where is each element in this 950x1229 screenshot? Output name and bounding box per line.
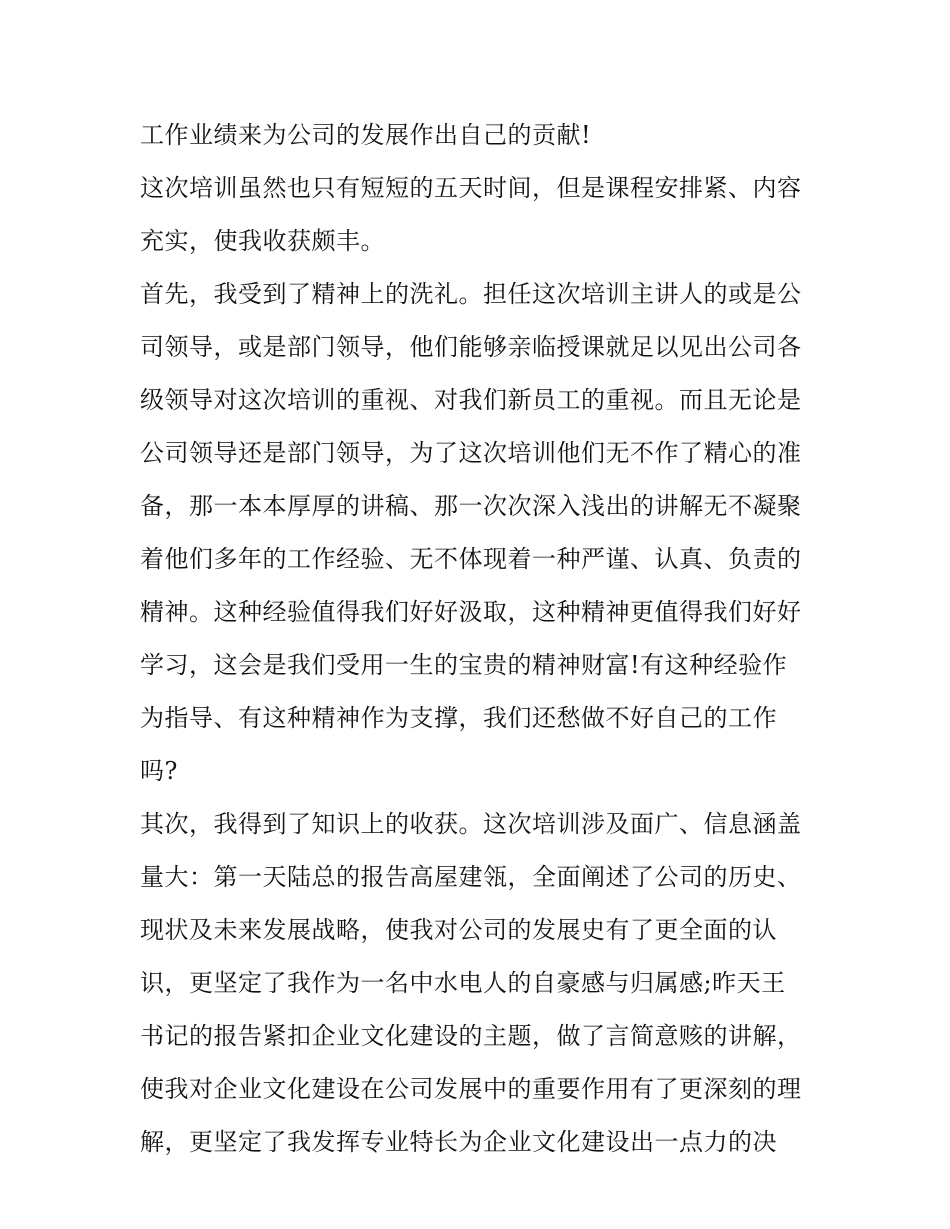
text-line: 备，那一本本厚厚的讲稿、那一次次深入浅出的讲解无不凝聚 bbox=[140, 492, 802, 520]
text-line: 书记的报告紧扣企业文化建设的主题，做了言简意赅的讲解， bbox=[140, 1022, 802, 1050]
text-line: 其次，我得到了知识上的收获。这次培训涉及面广、信息涵盖 bbox=[140, 810, 802, 838]
text-line: 使我对企业文化建设在公司发展中的重要作用有了更深刻的理 bbox=[140, 1075, 802, 1103]
text-line: 现状及未来发展战略，使我对公司的发展史有了更全面的认 bbox=[140, 916, 777, 944]
text-line: 解，更坚定了我发挥专业特长为企业文化建设出一点力的决 bbox=[140, 1128, 777, 1156]
text-line: 精神。这种经验值得我们好好汲取，这种精神更值得我们好好 bbox=[140, 598, 802, 626]
text-line: 工作业绩来为公司的发展作出自己的贡献! bbox=[140, 121, 592, 149]
text-line: 这次培训虽然也只有短短的五天时间，但是课程安排紧、内容 bbox=[140, 174, 802, 202]
text-line: 充实，使我收获颇丰。 bbox=[140, 227, 385, 255]
text-line: 识，更坚定了我作为一名中水电人的自豪感与归属感;昨天王 bbox=[140, 969, 786, 997]
text-line: 司领导，或是部门领导，他们能够亲临授课就足以见出公司各 bbox=[140, 333, 802, 361]
text-line: 量大：第一天陆总的报告高屋建瓴，全面阐述了公司的历史、 bbox=[140, 863, 802, 891]
text-line: 着他们多年的工作经验、无不体现着一种严谨、认真、负责的 bbox=[140, 545, 802, 573]
text-line: 为指导、有这种精神作为支撑，我们还愁做不好自己的工作 bbox=[140, 704, 777, 732]
text-line: 首先，我受到了精神上的洗礼。担任这次培训主讲人的或是公 bbox=[140, 280, 802, 308]
text-line: 级领导对这次培训的重视、对我们新员工的重视。而且无论是 bbox=[140, 386, 802, 414]
text-line: 学习，这会是我们受用一生的宝贵的精神财富!有这种经验作 bbox=[140, 651, 788, 679]
text-line: 公司领导还是部门领导，为了这次培训他们无不作了精心的准 bbox=[140, 439, 802, 467]
text-line: 吗? bbox=[140, 757, 178, 785]
body-text bbox=[140, 109, 820, 1169]
